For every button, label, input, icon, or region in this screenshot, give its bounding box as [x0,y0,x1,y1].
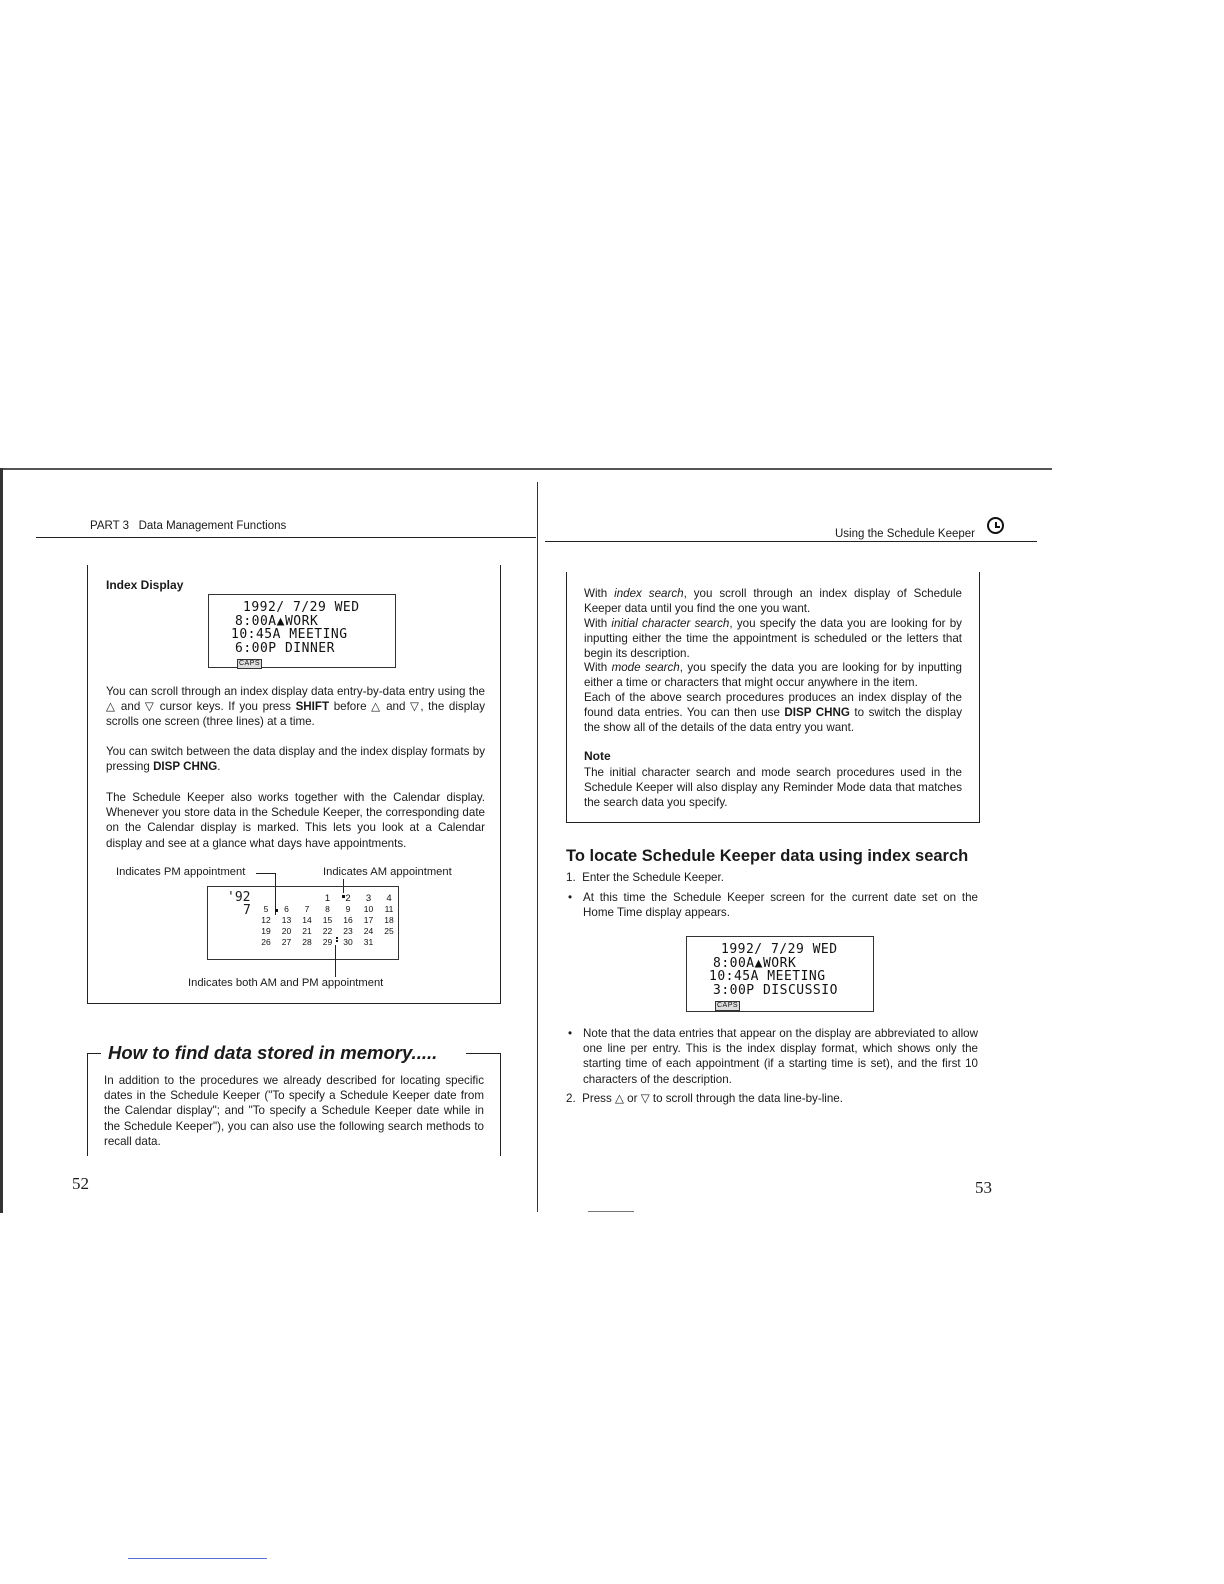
left-header-rule [36,537,536,538]
down-arrow-key-icon: ▽ [640,1092,650,1105]
calendar-day: 30 [343,937,353,947]
left-box-left-edge [87,565,88,1003]
calendar-day: 9 [345,904,351,914]
lcd1-line2: 8:00A▲WORK [235,613,319,629]
methods-box-left [566,572,567,822]
calendar-day: 29 [322,937,333,947]
howto-left-edge [87,1053,88,1156]
calendar-day: 7 [304,904,310,914]
calendar-day: 15 [322,915,333,925]
paragraph-scroll-index: You can scroll through an index display data entry-by-data entry using the △ and ▽ cursor keys. If you press SHIFT before △ and ▽, the display scrolls one screen (three lines) at a time. [106,685,485,729]
both-pointer-v [335,945,336,977]
howto-top-right-rule [466,1053,501,1054]
pm-pointer-h [256,873,276,874]
clock-icon [987,517,1004,534]
am-mark-icon [342,895,345,898]
lcd2-line1: 1992/ 7/29 WED [721,942,838,957]
calendar-day: 14 [302,915,312,925]
label-am-appointment: Indicates AM appointment [323,866,452,878]
note-body: The initial character search and mode search procedures used in the Schedule Keeper will also display any Reminder Mode data that matches the search data you specify. [584,766,962,810]
lcd2-line2: 8:00A▲WORK [713,955,797,971]
calendar-day: 18 [384,915,394,925]
label-both-appointment: Indicates both AM and PM appointment [188,977,384,989]
index-display-heading: Index Display [106,578,184,592]
bullet-1: At this time the Schedule Keeper screen for the current date set on the Home Time display appears. [583,891,978,920]
lcd1-line3: 10:45A MEETING [231,627,348,642]
calendar-day: 26 [261,937,271,947]
calendar-day: 17 [363,915,374,925]
paragraph-disp-chng: You can switch between the data display and the index display formats by pressing DISP CHNG. [106,745,485,774]
method-mode-search: With mode search, you specify the data you are looking for by inputting either a time or characters that might occur anywhere in the item. [584,661,963,690]
lcd1-line1: 1992/ 7/29 WED [243,600,360,615]
caps-indicator: CAPS [717,1002,739,1009]
lcd2-line4: 3:00P DISCUSSIO [713,982,838,998]
lcd2-line3: 10:45A MEETING [709,969,826,984]
calendar-month: 7 [243,903,251,918]
paragraph-calendar: The Schedule Keeper also works together with the Calendar display. Whenever you store data in the Schedule Keeper, the corresponding date on the Calendar display is marked. This lets you look at a Calendar display and see at a glance what days have appointments. [106,791,485,850]
up-arrow-key-icon: △ [106,700,117,714]
bullet-2: Note that the data entries that appear on the display are abbreviated to allow one line per entry. This is the index display format, which shows only the starting time of each appointment (if a starting time is set), and the first 10 characters of the description. [583,1027,978,1086]
calendar-day: 6 [284,904,289,914]
left-scan-edge [0,468,3,1213]
calendar-day: 27 [281,937,292,947]
method-initial-character-search: With initial character search, you specify the data you are looking for by inputting either the time the appointment is scheduled or the letters that begin its description. [584,617,962,661]
up-arrow-key-icon: △ [615,1092,624,1105]
calendar-day: 13 [281,915,292,925]
calendar-day: 23 [343,926,353,936]
down-arrow-key-icon: ▽ [144,700,156,714]
howto-body: In addition to the procedures we already described for locating specific dates in the Schedule Keeper ("To specify a Schedule Keeper date from the Calendar display"; and "To specify a Schedule Keeper date while in the Schedule Keeper"), you can also use the following search methods to recall data. [104,1074,484,1148]
note-heading: Note [584,749,611,763]
calendar-day: 24 [363,926,374,936]
calendar-day: 8 [325,904,330,914]
center-spine [537,482,538,1212]
calendar-day: 2 [345,893,351,904]
right-header-rule [545,541,1037,542]
calendar-day: 25 [384,926,394,936]
calendar-year: '92 [227,890,251,905]
section-title-index-search: To locate Schedule Keeper data using index search [566,847,969,865]
method-summary: Each of the above search procedures produces an index display of the found data entries. You can then use DISP CHNG to switch the display the show all of the details of the data entry you want. [584,691,962,735]
caps-indicator: CAPS [239,660,261,667]
calendar-day: 22 [322,926,333,936]
bullet-1-marker: • [568,891,573,904]
howto-right-edge [500,1053,501,1156]
lcd-screen-schedule-keeper [686,936,874,1012]
calendar-day: 4 [386,893,392,904]
left-box-bottom [87,1003,501,1004]
pm-mark-icon [275,909,278,912]
calendar-day: 28 [302,937,312,947]
calendar-day: 3 [365,893,372,904]
calendar-day: 10 [363,904,374,914]
calendar-day: 11 [384,904,394,914]
calendar-day: 31 [363,937,374,947]
left-box-right-edge [500,565,501,1003]
calendar-day: 16 [343,915,353,925]
howto-top-left-rule [87,1053,101,1054]
bottom-blue-rule [128,1558,267,1559]
calendar-display [207,886,399,960]
top-scan-rule [0,468,1052,470]
lcd-screen-index-display [208,594,396,668]
lcd1-line4: 6:00P DINNER [235,640,335,656]
left-running-header: PART 3 Data Management Functions [90,520,287,532]
calendar-day: 21 [302,926,312,936]
bullet-2-marker: • [568,1027,573,1040]
methods-box-right [979,572,980,822]
both-mark-icon [336,937,338,939]
calendar-day: 5 [263,904,269,914]
calendar-day: 19 [261,926,271,936]
right-running-header: Using the Schedule Keeper [835,528,976,540]
step-1: 1. Enter the Schedule Keeper. [566,871,724,884]
calendar-grid [256,893,396,953]
step-2: 2. Press △ or ▽ to scroll through the data line-by-line. [566,1092,843,1105]
calendar-day: 20 [281,926,292,936]
methods-box-bottom [566,822,980,823]
label-pm-appointment: Indicates PM appointment [116,866,246,878]
left-page-number: 52 [72,1174,89,1193]
method-index-search: With index search, you scroll through an index display of Schedule Keeper data until you find the one you want. [584,587,962,616]
calendar-day: 1 [324,893,331,904]
right-page-number: 53 [975,1178,992,1197]
howto-title: How to find data stored in memory..... [108,1042,438,1063]
calendar-day: 12 [261,915,271,925]
bottom-scan-rule [588,1211,634,1212]
